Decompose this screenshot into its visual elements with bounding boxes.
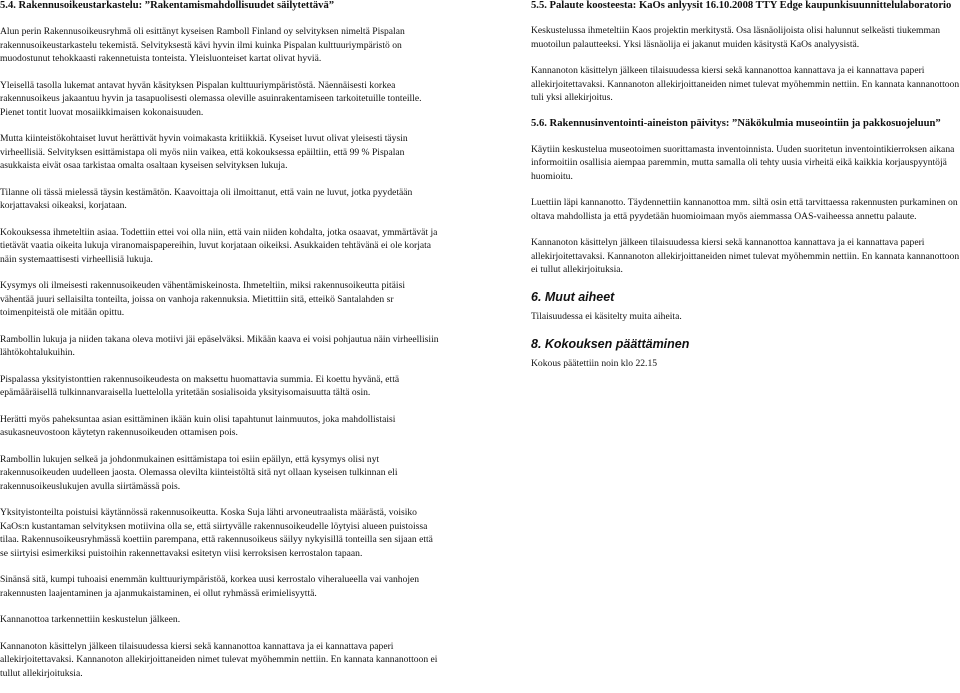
paragraph: Kannanoton käsittelyn jälkeen tilaisuudessa kiersi sekä kannanottoa kannattava ja ei kannattava paperi allekirjoitettavaksi. Kannanoton allekirjoittaneiden nimet tulevat myöhemmin nettiin. En kannata kannanottoon tuli yksi allekirjoitus.: [531, 65, 960, 103]
paragraph: Kannanoton käsittelyn jälkeen tilaisuudessa kiersi sekä kannanottoa kannattava ja ei kannattava paperi allekirjoitettavaksi. Kannanoton allekirjoittaneiden nimet tulevat myöhemmin nettiin. En kannata kannanottoon ei tullut allekirjoituksia.: [531, 237, 960, 275]
paragraph: Tilaisuudessa ei käsitelty muita aiheita.: [531, 310, 682, 322]
paragraph: Pispalassa yksityistonttien rakennusoikeudesta on maksettu huomattavia summia. Ei koettu hyvänä, että epämääräisellä tulkinnanvaraisella luettelolla yritetään sosialisoida yksityisomaisuutta tältä osin.: [0, 373, 400, 398]
paragraph: Kokouksessa ihmeteltiin asiaa. Todettiin ettei voi olla niin, että vain niiden kohdalta, jotka osaavat, ymmärtävät ja tietävät vaatia oikeita lukuja viranomaispapereihin, luvut korjataan oikeiksi. Asukkaiden tehtävänä ei ole korjata näin systemaattisesti virheellisiä lukuja.: [0, 226, 438, 265]
section-heading-5-4: 5.4. Rakennusoikeustarkastelu: ”Rakentamismahdollisuudet säilytettävä”: [0, 0, 335, 11]
section-heading-5-5: 5.5. Palaute koosteesta: KaOs anlyysit 16.10.2008 TTY Edge kaupunkisuunnittelulaboratorio: [531, 0, 952, 11]
paragraph: Yleisellä tasolla lukemat antavat hyvän käsityksen Pispalan kulttuuriympäristöstä. Näennäisesti korkea rakennusoikeus jakaantuu hyvin ja tasapuolisesti olemassa oleville asuinrakentamiseen tarkoitetuille tonteille. Pienet tontit luovat mosaiikkimaisen kokonaisuuden.: [0, 79, 422, 118]
paragraph: Herätti myös paheksuntaa asian esittäminen ikään kuin olisi tapahtunut lainmuutos, joka mahdollistaisi asukasneuvostoon käytetyn rakennusoikeuden ottamisen pois.: [0, 413, 396, 438]
right-column: [531, 0, 960, 384]
paragraph: Rambollin lukujen selkeä ja johdonmukainen esittämistapa toi esiin epäilyn, että kysymys olisi nyt rakennusoikeuden uudelleen jaosta. Olemassa olevilta kiinteistöltä sitä nyt ollaan kyseisen tulkinnan eli rakennusoikeuslukujen avulla siirtämässä pois.: [0, 453, 398, 492]
paragraph: Mutta kiinteistökohtaiset luvut herättivät hyvin voimakasta kritiikkiä. Kyseiset luvut olivat yleisesti täysin virheellisiä. Selvityksen esittämistapa oli myös niin vaikea, että kokouksessa epäiltiin, että 99 % Pispalan asukkaista eivät osaa tarkistaa omalta osaltaan kyseisen selvityksen lukuja.: [0, 133, 408, 171]
paragraph: Kokous päätettiin noin klo 22.15: [531, 358, 658, 369]
section-heading-6: 6. Muut aiheet: [531, 289, 615, 304]
paragraph: Alun perin Rakennusoikeusryhmä oli esittänyt kyseisen Ramboll Finland oy selvityksen nimeltä Pispalan rakennusoikeustarkastelu tekemistä. Selvityksestä kävi hyvin ilmi kuinka Pispalan kulttuuriympäristö on muodostunut tehokkaasti rakennetuista tonteista. Yleisluonteiset kartat olivat hyviä.: [0, 26, 405, 64]
paragraph: Sinänsä sitä, kumpi tuhoaisi enemmän kulttuuriympäristöä, korkea uusi kerrostalo viheralueella vai vanhojen rakennusten laajentaminen ja ajanmukaistaminen, ei ollut ryhmässä erimielisyyttä.: [0, 574, 420, 599]
paragraph: Luettiin läpi kannanotto. Täydennettiin kannanottoa mm. siltä osin että tarvittaessa rakennusten purkaminen on oltava mahdollista ja että pyydetään huomioimaan myös aiemmassa OAS-vaiheessa annettu palaute.: [531, 197, 958, 222]
paragraph: Rambollin lukuja ja niiden takana oleva motiivi jäi epäselväksi. Mikään kaava ei voisi pohjautua näin virheellisiin lähtökohtalukuihin.: [0, 333, 439, 358]
paragraph: Tilanne oli tässä mielessä täysin kestämätön. Kaavoittaja oli ilmoittanut, että vain ne luvut, jotka pyydetään korjattavaksi oikeaksi, korjataan.: [0, 186, 413, 211]
paragraph: Yksityistonteilta poistuisi käytännössä rakennusoikeutta. Koska Suja lähti arvoneutraalista määrästä, voisiko KaOs:n kustantaman selvityksen motiivina olla se, että siirtyvälle rakennusoikeudelle löytyisi alueen puistoissa tilaa. Rakennusoikeusryhmässä koettiin parempana, että rakennusoikeus säilyy nykyisillä tonteilla sen sijaan että se siirtyisi esimerkiksi puistoihin rakennettavaksi esitetyn viisi kerroksisen kerrostalon tapaan.: [0, 507, 433, 559]
section-heading-5-6: 5.6. Rakennusinventointi-aineiston päivitys: ”Näkökulmia museointiin ja pakkosuojeluun”: [531, 117, 941, 129]
paragraph: Kannanottoa tarkennettiin keskustelun jälkeen.: [0, 614, 181, 625]
paragraph: Käytiin keskustelua museotoimen suorittamasta inventoinnista. Uuden suoritetun inventointikierroksen aikana informoitiin osallisia aiempaa paremmin, mutta samalla oli tehty uusia virheitä eikä kaikkia korjauspyyntöjä huomioitu.: [531, 143, 955, 182]
paragraph: Kysymys oli ilmeisesti rakennusoikeuden vähentämiskeinosta. Ihmeteltiin, miksi rakennusoikeutta pitäisi vähentää juuri sellaisilta tonteilta, joissa on vanhoja rakennuksia. Mietittiin sitä, etteikö Santalahden sr toimenpiteistä ole mitään opittu.: [0, 280, 405, 318]
section-heading-8: 8. Kokouksen päättäminen: [531, 337, 690, 351]
paragraph: Keskustelussa ihmeteltiin Kaos projektin merkitystä. Osa läsnäolijoista olisi halunnut selkeästi tiukemman muotoilun palautteeksi. Yksi läsnäolija ei jakanut muiden käsitystä KaOs analyysistä.: [531, 25, 940, 50]
paragraph: Kannanoton käsittelyn jälkeen tilaisuudessa kiersi sekä kannanottoa kannattava ja ei kannattava paperi allekirjoitettavaksi. Kannanoton allekirjoittaneiden nimet tulevat myöhemmin nettiin. En kannata kannanottoon ei tullut allekirjoituksia.: [0, 640, 438, 679]
left-column: [0, 0, 440, 693]
